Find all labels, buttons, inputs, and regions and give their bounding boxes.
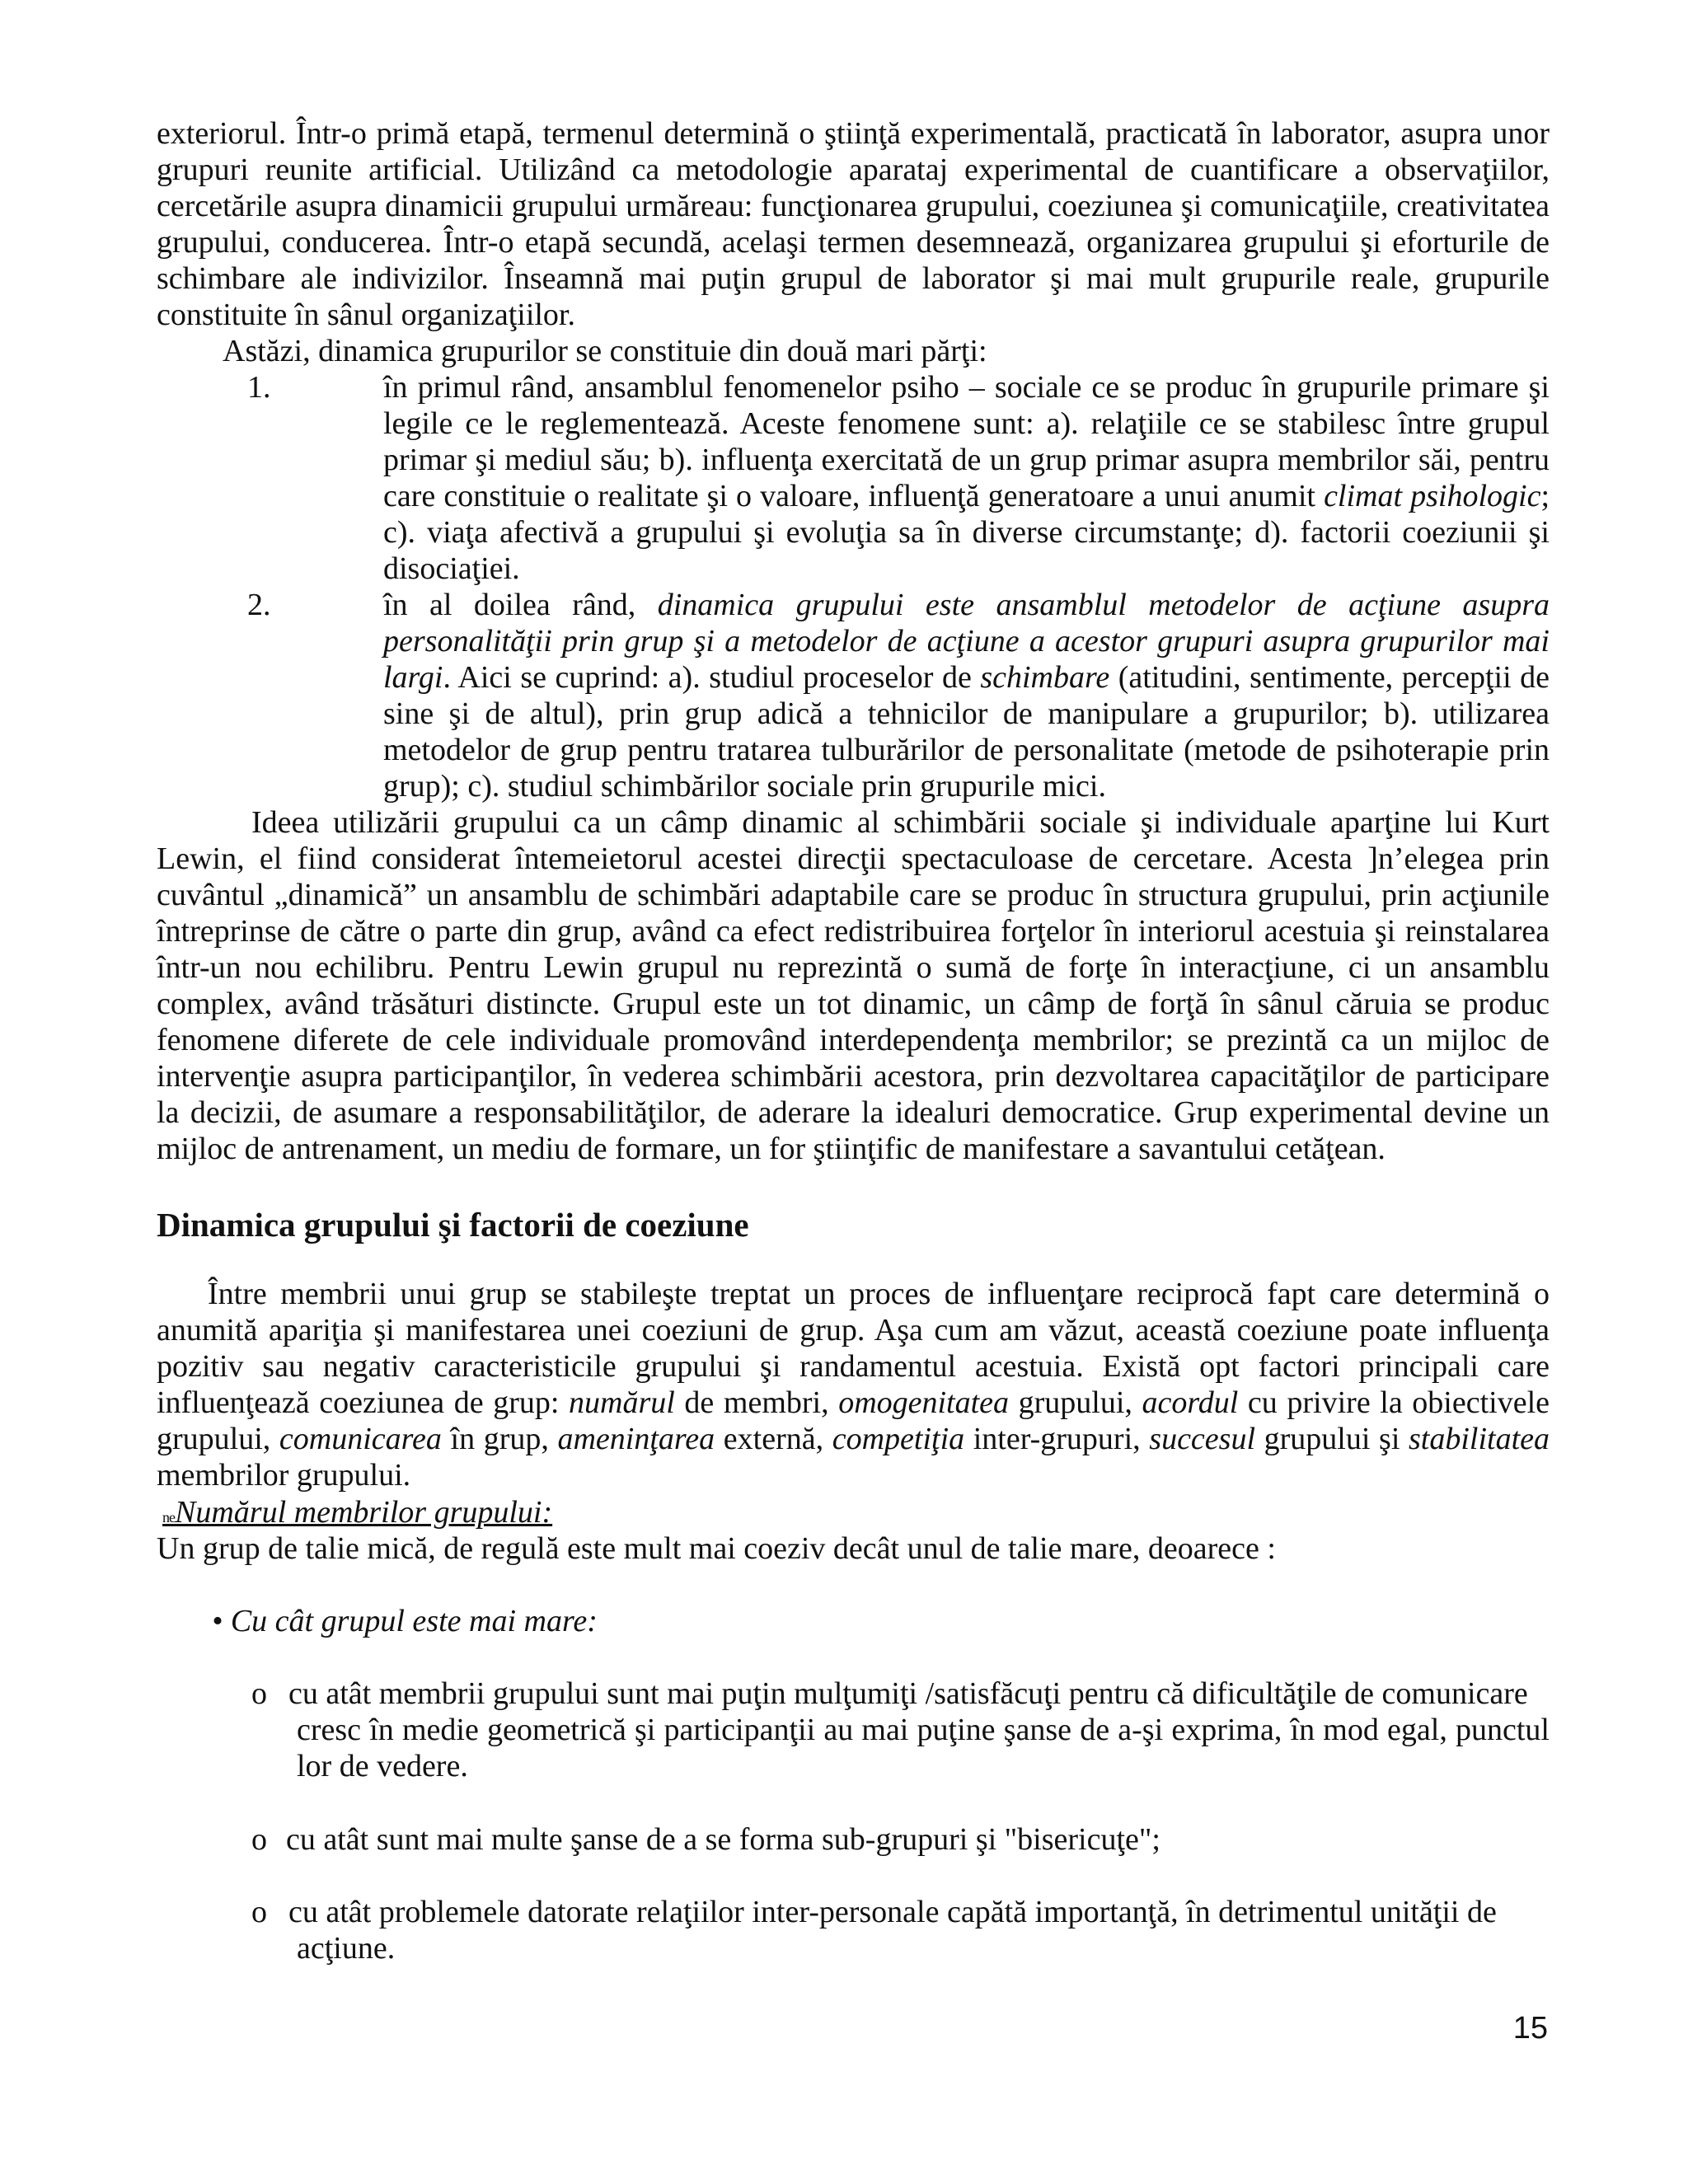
text-run: grupului, (1009, 1385, 1142, 1420)
factor-threat: ameninţarea (557, 1422, 715, 1456)
document-body (157, 115, 1550, 1167)
list-item-text: ; c). viaţa afectivă a grupului şi evoluţia sa în diverse circumstanţe; d). factorii coeziunii şi disociaţiei. (383, 479, 1550, 586)
numbered-list (157, 369, 1550, 804)
list-item-emphasis: schimbare (980, 660, 1110, 695)
list-number: 2. (247, 588, 271, 622)
sub-list-text: cu atât sunt mai multe şanse de a se forma sub-grupuri şi "bisericuţe"; (286, 1822, 1160, 1857)
cohesion-paragraph (157, 1276, 1550, 1493)
bullet-text: Cu cât grupul este mai mare: (230, 1604, 598, 1638)
text-run: în grup, (441, 1422, 558, 1456)
text-run: cu privire la obiectivele grupului, (157, 1385, 1550, 1456)
text-run: membrilor grupului. (157, 1458, 411, 1493)
sub-list-text: cu atât membrii grupului sunt mai puţin mulţumiţi /satisfăcuţi pentru că dificultăţile de comunicare (288, 1676, 1528, 1711)
list-number: 1. (247, 370, 271, 405)
factor-competition: competiţia (832, 1422, 965, 1456)
text-run: externă, (715, 1422, 832, 1456)
factor-communication: comunicarea (279, 1422, 442, 1456)
circle-bullet: o (251, 1822, 267, 1857)
list-item-text: . Aici se cuprind: a). studiul proceselor de (443, 660, 981, 695)
factor-homogeneity: omogenitatea (838, 1385, 1010, 1420)
subsection-title (162, 1494, 552, 1535)
list-item-text: în primul rând, ansamblul fenomenelor psiho – sociale ce se produc în grupurile primare şi legile ce le reglementează. Aceste fenomene sunt: a). relaţiile ce se stabilesc între grupul primar şi mediul său; b). influenţa exercitată de un grup primar asupra membrilor săi, pentru care constituie o realitate şi o valoare, influenţă generatoare a unui anumit (383, 370, 1550, 513)
section-heading: Dinamica grupului şi factorii de coeziune (157, 1206, 749, 1244)
lewin-paragraph: Ideea utilizării grupului ca un câmp dinamic al schimbării sociale şi individuale aparţine lui Kurt Lewin, el fiind considerat întemeietorul acestei direcţii spectaculoase de cercetare. Acesta ]n’elegea prin cuvântul „dinamică” un ansamblu de schimbări adaptabile care se produc în structura grupului, prin acţiunile întreprinse de către o parte din grup, având ca efect redistribuirea forţelor în interiorul acestuia şi reinstalarea într-un nou echilibru. Pentru Lewin grupul nu reprezintă o sumă de forţe în interacţiune, ci un ansamblu complex, având trăsături distincte. Grupul este un tot dinamic, un câmp de forţă în sânul căruia se produc fenomene diferete de cele individuale promovând interdependenţa membrilor; se prezintă ca un mijloc de intervenţie asupra participanţilor, în vederea schimbării acestora, prin dezvoltarea capacităţilor de participare la decizii, de asumare a responsabilităţilor, de aderare la idealuri democratice. Grup experimental devine un mijloc de antrenament, un mediu de formare, un for ştiinţific de manifestare a savantului cetăţean. (157, 805, 1550, 1166)
list-item-text: (atitudini, sentimente, percepţii de sine şi de altul), prin grup adică a tehnicilor de manipulare a grupurilor; b). utilizarea metodelor de grup pentru tratarea tulburărilor de personalitate (metode de psihoterapie prin grup); c). studiul schimbărilor sociale prin grupurile mici. (383, 660, 1550, 804)
sub-list-item (251, 1894, 1550, 1966)
intro-paragraph-2: Astăzi, dinamica grupurilor se constituie din două mari părţi: (223, 334, 987, 368)
text-run: inter-grupuri, (964, 1422, 1150, 1456)
circle-bullet: o (251, 1676, 267, 1711)
page-number: 15 (1512, 2011, 1548, 2046)
bullet-item (212, 1603, 598, 1639)
sub-list-item (251, 1675, 1550, 1784)
list-item-text: în al doilea rând, (383, 588, 658, 622)
intro-paragraph: exteriorul. Într-o primă etapă, termenul determină o ştiinţă experimentală, practicată în laborator, asupra unor grupuri reunite artificial. Utilizând ca metodologie aparataj experimental de cuantificare a observaţiilor, cercetările asupra dinamicii grupului urmăreau: funcţionarea grupului, coeziunea şi comunicaţiile, creativitatea grupului, conducerea. Într-o etapă secundă, acelaşi termen desemnează, organizarea grupului şi eforturile de schimbare ale indivizilor. Înseamnă mai puţin grupul de laborator şi mai mult grupurile reale, grupurile constituite în sânul organizaţiilor. (157, 116, 1550, 332)
sub-list-item (251, 1821, 1550, 1858)
sub-list-text: cresc în medie geometrică şi participanţii au mai puţine şanse de a-şi exprima, în mod egal, punctul lor de vedere. (297, 1713, 1550, 1783)
factor-agreement: acordul (1142, 1385, 1239, 1420)
list-item (157, 587, 1550, 804)
subsection-title-text: Numărul membrilor grupului: (175, 1495, 553, 1530)
list-item (157, 369, 1550, 587)
subsection-mark: ne (162, 1509, 175, 1526)
sub-list-text: acţiune. (297, 1931, 396, 1966)
subsection-intro: Un grup de talie mică, de regulă este mult mai coeziv decât unul de talie mare, deoarece : (157, 1531, 1276, 1566)
text-run: grupului şi (1255, 1422, 1409, 1456)
bullet-symbol: • (212, 1604, 223, 1638)
list-item-emphasis: climat psihologic (1324, 479, 1541, 513)
factor-number: numărul (569, 1385, 675, 1420)
sub-list-text: cu atât problemele datorate relaţiilor inter-personale capătă importanţă, în detrimentul unităţii de (288, 1895, 1497, 1929)
circle-bullet: o (251, 1895, 267, 1929)
text-run: de membri, (674, 1385, 839, 1420)
factor-success: succesul (1149, 1422, 1256, 1456)
factor-stability: stabilitatea (1409, 1422, 1550, 1456)
text-run: Între membrii unui grup se stabileşte treptat un proces de influenţare reciprocă fapt care determină o anumită apariţia şi manifestarea unei coeziuni de grup. Aşa cum am văzut, această coeziune poate influenţa pozitiv sau negativ caracteristicile grupului şi randamentul acestuia. Există opt factori principali care influenţează coeziunea de grup: (157, 1277, 1550, 1420)
list-item-emphasis: dinamica grupului este ansamblul metodelor de acţiune asupra personalităţii prin grup şi a metodelor de acţiune a acestor grupuri asupra grupurilor mai largi (383, 588, 1550, 695)
